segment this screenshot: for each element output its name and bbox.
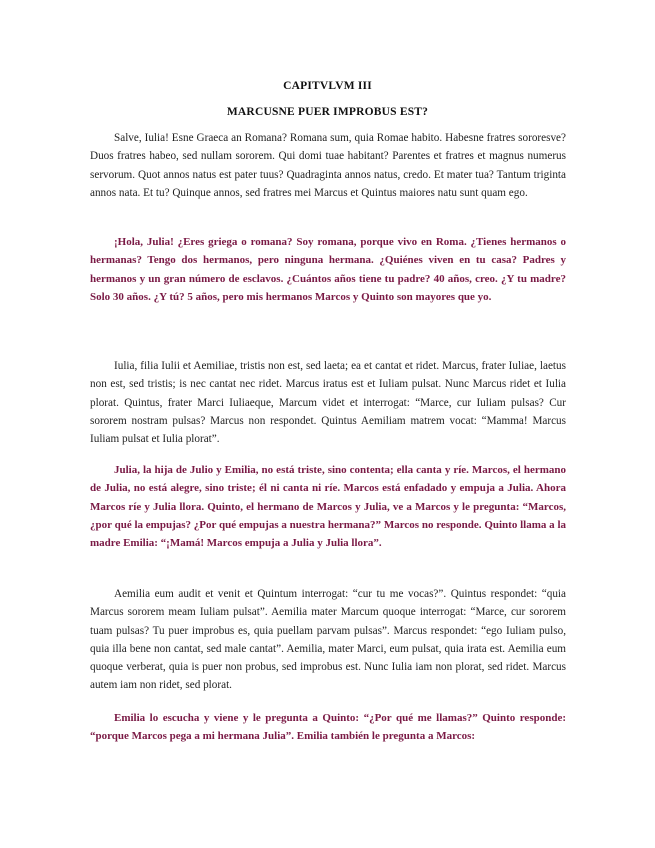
latin-paragraph-3: Aemilia eum audit et venit et Quintum interrogat: “cur tu me vocas?”. Quintus respondet: “quia Marcus sororem meam Iuliam pulsat”. Aemilia mater Marcum quoque interrogat: “Marce, cur sororem tuam pulsas? Tu puer improbus es, quia puellam parvam pulsas”. Marcus respondet: “ego Iuliam pulso, quia illa bene non cantat, sed male cantat”. Aemilia, mater Marci, eum pulsat, quia irata est. Aemilia eum quoque verberat, quia is puer non probus, sed improbus est. Nunc Iulia iam non plorat, sed ridet. Marcus autem iam non ridet, sed plorat. — [90, 588, 566, 692]
latin-paragraph-1: Salve, Iulia! Esne Graeca an Romana? Romana sum, quia Romae habito. Habesne fratres sororesve? Duos fratres habeo, sed nullam sororem. Qui domi tuae habitant? Parentes et fratres et magnus numerus servorum. Quot annos natus est pater tuus? Quadraginta annos natus, credo. Et mater tua? Tantum triginta annos nata. Et tu? Quinque annos, sed fratres mei Marcus et Quintus maiores natu sunt quam ego. — [90, 132, 566, 199]
section-title: MARCUSNE PUER IMPROBUS EST? — [226, 106, 429, 118]
spanish-paragraph-1: ¡Hola, Julia! ¿Eres griega o romana? Soy romana, porque vivo en Roma. ¿Tienes hermanos o hermanas? Tengo dos hermanos, pero ninguna hermana. ¿Quiénes viven en tu casa? Padres y hermanos y un gran número de esclavos. ¿Cuántos años tiene tu padre? 40 años, creo. ¿Y tu madre? Solo 30 años. ¿Y tú? 5 años, pero mis hermanos Marcos y Quinto son mayores que yo. — [90, 236, 566, 303]
spanish-paragraph-3: Emilia lo escucha y viene y le pregunta a Quinto: “¿Por qué me llamas?” Quinto responde: “porque Marcos pega a mi hermana Julia”. Emilia también le pregunta a Marcos: — [90, 712, 566, 743]
chapter-title: CAPITVLVM III — [283, 80, 372, 92]
latin-paragraph-2: Iulia, filia Iulii et Aemiliae, tristis non est, sed laeta; ea et cantat et ridet. Marcus, frater Iuliae, laetus non est, sed tristis; is nec cantat nec ridet. Marcus iratus est et Iuliam pulsat. Nunc Marcus ridet et Iulia plorat. Quintus, frater Marci Iuliaeque, Marcum videt et interrogat: “Marce, cur Iuliam pulsas? Cur sororem nostram pulsas? Marcus non respondet. Quintus Aemiliam matrem vocat: “Mamma! Marcus Iuliam pulsat et Iulia plorat”. — [90, 360, 566, 446]
spanish-paragraph-2: Julia, la hija de Julio y Emilia, no está triste, sino contenta; ella canta y ríe. Marcos, el hermano de Julia, no está alegre, sino triste; él ni canta ni ríe. Marcos está enfadado y empuja a Julia. Ahora Marcos ríe y Julia llora. Quinto, el hermano de Marcos y Julia, ve a Marcos y le pregunta: “Marcos, ¿por qué la empujas? ¿Por qué empujas a nuestra hermana?” Marcos no responde. Quinto llama a la madre Emilia: “¡Mamá! Marcos empuja a Julia y Julia llora”. — [90, 464, 566, 550]
